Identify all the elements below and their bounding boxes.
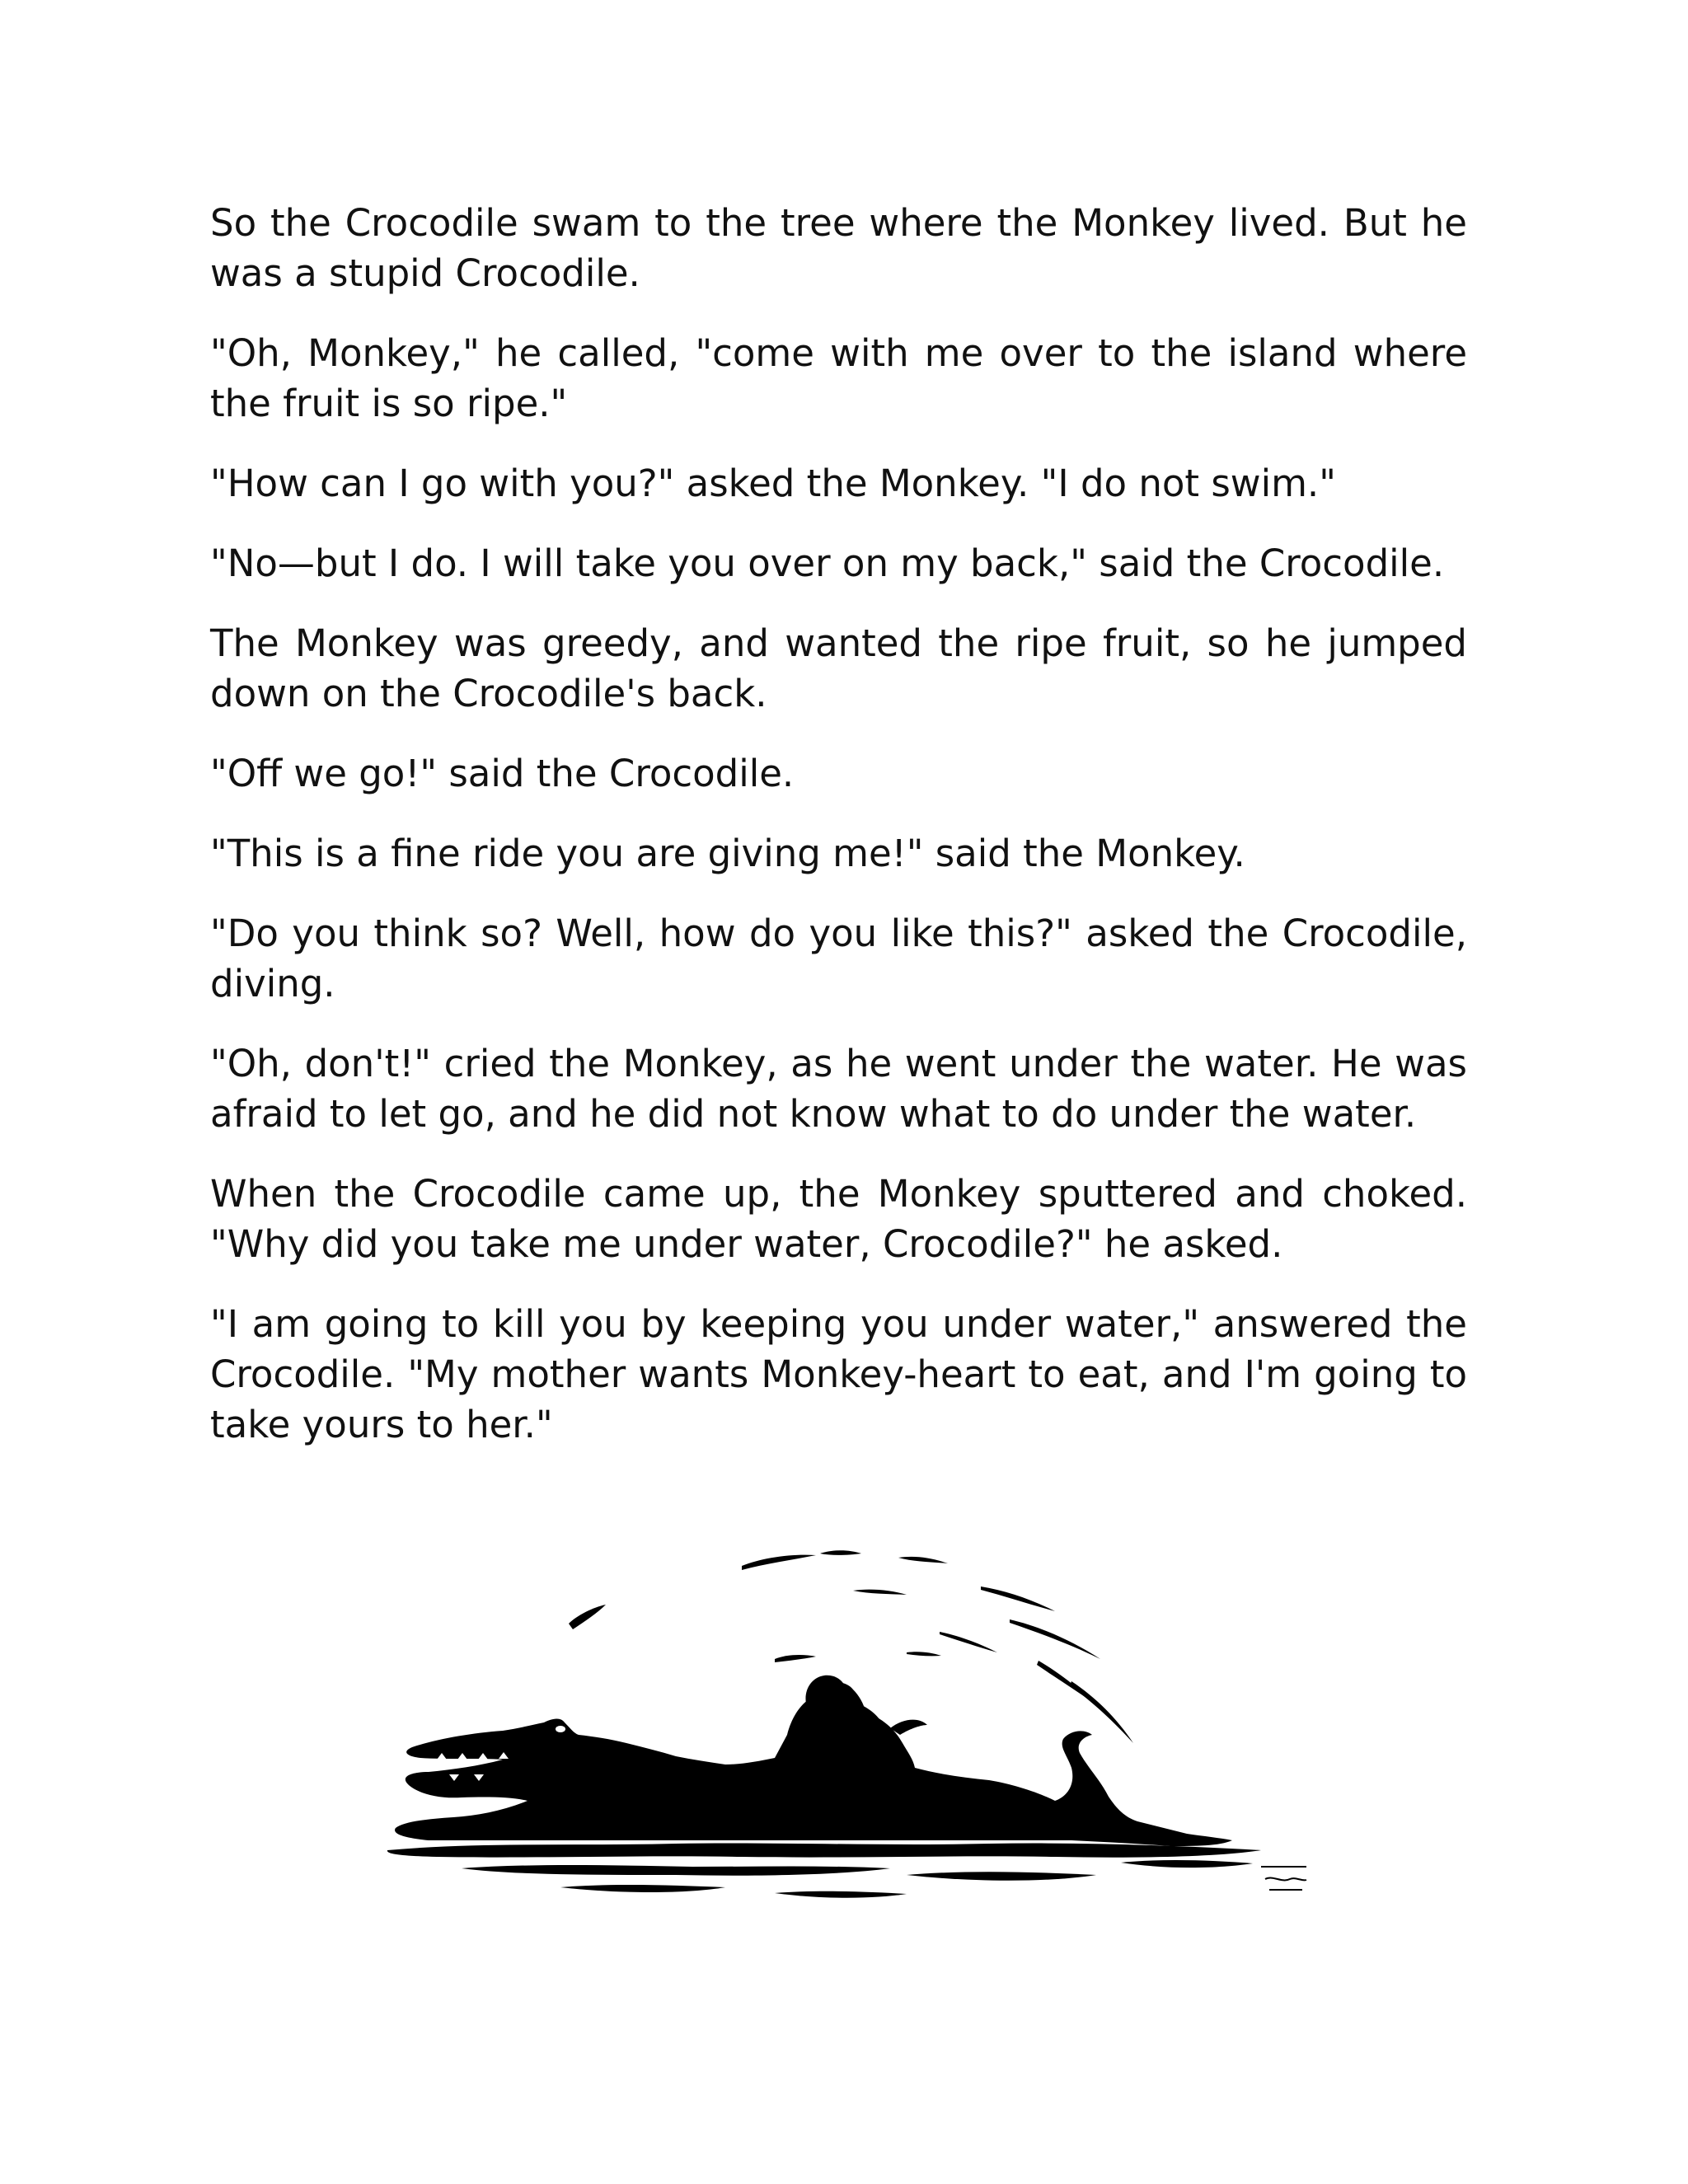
splash-mark — [820, 1550, 861, 1555]
splash-mark — [940, 1632, 997, 1652]
paragraph-5: The Monkey was greedy, and wanted the ripe fruit, so he jumped down on the Crocodile's back. — [210, 621, 1467, 715]
water-ripple — [560, 1885, 725, 1892]
monkey-tail — [890, 1720, 927, 1735]
water-ripple — [387, 1844, 1261, 1858]
water-ripple — [462, 1865, 890, 1876]
paragraph-2: "Oh, Monkey," he called, "come with me over to the island where the fruit is so ripe." — [210, 331, 1467, 425]
splash-mark — [1037, 1661, 1092, 1702]
splash-mark — [907, 1652, 941, 1656]
splash-mark — [853, 1590, 907, 1595]
paragraph-9: "Oh, don't!" cried the Monkey, as he went under the water. He was afraid to let go, and he did not know what to do under the water. — [210, 1042, 1467, 1136]
paragraph-7: "This is a fine ride you are giving me!" said the Monkey. — [210, 832, 1245, 875]
paragraph-3: "How can I go with you?" asked the Monkey. "I do not swim." — [210, 462, 1336, 505]
paragraph-8: "Do you think so? Well, how do you like this?" asked the Crocodile, diving. — [210, 912, 1467, 1005]
water-ripple — [1121, 1860, 1253, 1868]
water-ripple — [775, 1891, 907, 1898]
splash-mark — [1010, 1619, 1100, 1659]
paragraph-1: So the Crocodile swam to the tree where the Monkey lived. But he was a stupid Crocodile. — [210, 201, 1467, 295]
splash-mark — [775, 1655, 816, 1662]
paragraph-10: When the Crocodile came up, the Monkey sputtered and choked. "Why did you take me under water, Crocodile?" he asked. — [210, 1172, 1467, 1266]
splash-mark — [981, 1586, 1055, 1611]
splash-mark — [569, 1605, 606, 1629]
story-text — [210, 198, 1467, 1479]
paragraph-11: "I am going to kill you by keeping you under water," answered the Crocodile. "My mother wants Monkey-heart to eat, and I'm going to take yours to her." — [210, 1302, 1467, 1446]
crocodile-silhouette-svg — [313, 1512, 1360, 1941]
paragraph-6: "Off we go!" said the Crocodile. — [210, 752, 795, 795]
splash-mark — [742, 1555, 816, 1570]
artist-signature — [1261, 1867, 1306, 1890]
water-ripple — [907, 1872, 1096, 1881]
splash-mark — [898, 1557, 948, 1563]
paragraph-4: "No—but I do. I will take you over on my back," said the Crocodile. — [210, 541, 1445, 585]
crocodile-monkey-illustration — [313, 1512, 1360, 1941]
